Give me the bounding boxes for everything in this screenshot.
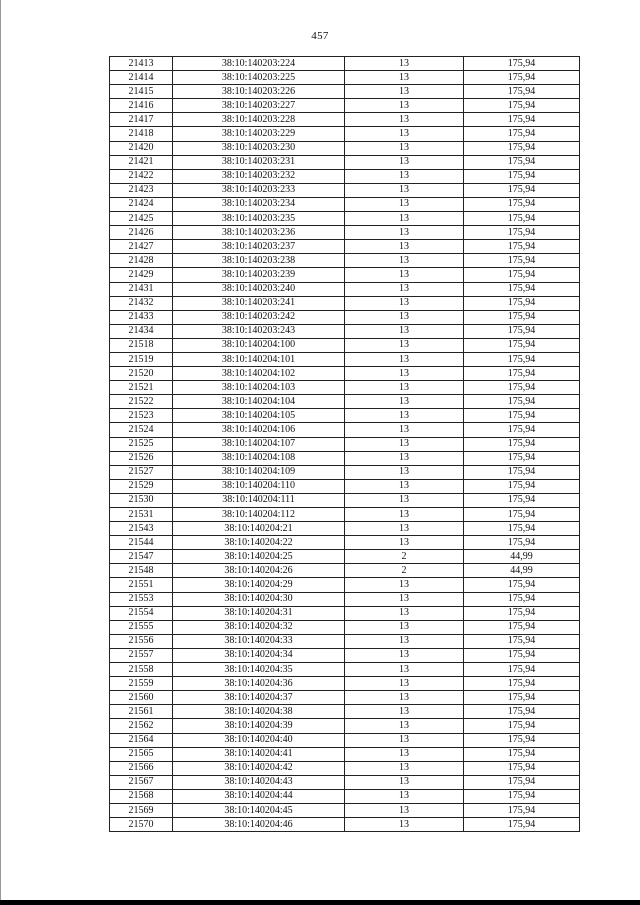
table-row xyxy=(110,465,580,479)
record-number-cell: 21424 xyxy=(110,197,173,211)
cadastral-number-cell: 38:10:140204:105 xyxy=(173,409,345,423)
table-row xyxy=(110,395,580,409)
table-row xyxy=(110,212,580,226)
cadastral-number-cell: 38:10:140204:39 xyxy=(173,719,345,733)
area-cell: 175,94 xyxy=(464,634,580,648)
table-row xyxy=(110,479,580,493)
table-row xyxy=(110,268,580,282)
cadastral-number-cell: 38:10:140204:111 xyxy=(173,493,345,507)
area-cell: 175,94 xyxy=(464,592,580,606)
record-number-cell: 21433 xyxy=(110,310,173,324)
record-number-cell: 21556 xyxy=(110,634,173,648)
area-cell: 175,94 xyxy=(464,733,580,747)
area-cell: 175,94 xyxy=(464,775,580,789)
record-number-cell: 21525 xyxy=(110,437,173,451)
cadastral-number-cell: 38:10:140203:232 xyxy=(173,169,345,183)
record-number-cell: 21553 xyxy=(110,592,173,606)
table-row xyxy=(110,677,580,691)
area-cell: 175,94 xyxy=(464,155,580,169)
share-cell: 13 xyxy=(345,620,464,634)
cadastral-number-cell: 38:10:140204:109 xyxy=(173,465,345,479)
cadastral-number-cell: 38:10:140204:26 xyxy=(173,564,345,578)
table-row xyxy=(110,620,580,634)
area-cell: 175,94 xyxy=(464,183,580,197)
record-number-cell: 21427 xyxy=(110,240,173,254)
table-row xyxy=(110,113,580,127)
record-number-cell: 21559 xyxy=(110,677,173,691)
share-cell: 13 xyxy=(345,592,464,606)
table-row xyxy=(110,634,580,648)
table-row xyxy=(110,691,580,705)
table-row xyxy=(110,141,580,155)
area-cell: 44,99 xyxy=(464,564,580,578)
record-number-cell: 21413 xyxy=(110,57,173,71)
table-row xyxy=(110,57,580,71)
cadastral-number-cell: 38:10:140204:100 xyxy=(173,338,345,352)
cadastral-number-cell: 38:10:140203:241 xyxy=(173,296,345,310)
area-cell: 175,94 xyxy=(464,197,580,211)
area-cell: 175,94 xyxy=(464,465,580,479)
cadastral-number-cell: 38:10:140204:107 xyxy=(173,437,345,451)
share-cell: 13 xyxy=(345,409,464,423)
area-cell: 175,94 xyxy=(464,789,580,803)
record-number-cell: 21560 xyxy=(110,691,173,705)
share-cell: 13 xyxy=(345,367,464,381)
record-number-cell: 21547 xyxy=(110,550,173,564)
record-number-cell: 21422 xyxy=(110,169,173,183)
share-cell: 13 xyxy=(345,71,464,85)
record-number-cell: 21530 xyxy=(110,493,173,507)
share-cell: 13 xyxy=(345,663,464,677)
table-row xyxy=(110,564,580,578)
cadastral-number-cell: 38:10:140204:110 xyxy=(173,479,345,493)
area-cell: 175,94 xyxy=(464,226,580,240)
record-number-cell: 21551 xyxy=(110,578,173,592)
area-cell: 175,94 xyxy=(464,57,580,71)
share-cell: 13 xyxy=(345,578,464,592)
share-cell: 13 xyxy=(345,761,464,775)
area-cell: 175,94 xyxy=(464,324,580,338)
table-row xyxy=(110,226,580,240)
area-cell: 175,94 xyxy=(464,705,580,719)
cadastral-number-cell: 38:10:140204:34 xyxy=(173,648,345,662)
table-row xyxy=(110,663,580,677)
record-number-cell: 21554 xyxy=(110,606,173,620)
record-number-cell: 21561 xyxy=(110,705,173,719)
share-cell: 13 xyxy=(345,212,464,226)
table-row xyxy=(110,705,580,719)
table-row xyxy=(110,254,580,268)
table-row xyxy=(110,409,580,423)
share-cell: 13 xyxy=(345,803,464,817)
cadastral-number-cell: 38:10:140204:33 xyxy=(173,634,345,648)
cadastral-number-cell: 38:10:140204:46 xyxy=(173,818,345,832)
table-row xyxy=(110,423,580,437)
table-row xyxy=(110,508,580,522)
share-cell: 13 xyxy=(345,395,464,409)
record-number-cell: 21566 xyxy=(110,761,173,775)
record-number-cell: 21518 xyxy=(110,338,173,352)
cadastral-number-cell: 38:10:140204:21 xyxy=(173,522,345,536)
share-cell: 13 xyxy=(345,493,464,507)
share-cell: 13 xyxy=(345,818,464,832)
share-cell: 13 xyxy=(345,648,464,662)
share-cell: 13 xyxy=(345,155,464,169)
area-cell: 175,94 xyxy=(464,691,580,705)
table-row xyxy=(110,352,580,366)
share-cell: 13 xyxy=(345,423,464,437)
table-row xyxy=(110,155,580,169)
cadastral-number-cell: 38:10:140204:29 xyxy=(173,578,345,592)
share-cell: 13 xyxy=(345,169,464,183)
record-number-cell: 21431 xyxy=(110,282,173,296)
share-cell: 13 xyxy=(345,113,464,127)
cadastral-number-cell: 38:10:140203:233 xyxy=(173,183,345,197)
record-number-cell: 21526 xyxy=(110,451,173,465)
cadastral-number-cell: 38:10:140204:36 xyxy=(173,677,345,691)
area-cell: 175,94 xyxy=(464,663,580,677)
area-cell: 175,94 xyxy=(464,423,580,437)
record-number-cell: 21567 xyxy=(110,775,173,789)
share-cell: 13 xyxy=(345,606,464,620)
table-row xyxy=(110,183,580,197)
table-row xyxy=(110,197,580,211)
table-row xyxy=(110,381,580,395)
record-number-cell: 21434 xyxy=(110,324,173,338)
record-number-cell: 21423 xyxy=(110,183,173,197)
share-cell: 2 xyxy=(345,550,464,564)
area-cell: 175,94 xyxy=(464,451,580,465)
cadastral-number-cell: 38:10:140203:243 xyxy=(173,324,345,338)
cadastral-number-cell: 38:10:140203:231 xyxy=(173,155,345,169)
share-cell: 13 xyxy=(345,522,464,536)
table-row xyxy=(110,240,580,254)
area-cell: 175,94 xyxy=(464,310,580,324)
cadastral-number-cell: 38:10:140204:40 xyxy=(173,733,345,747)
area-cell: 175,94 xyxy=(464,409,580,423)
share-cell: 13 xyxy=(345,747,464,761)
table-row xyxy=(110,789,580,803)
table-row xyxy=(110,127,580,141)
cadastral-number-cell: 38:10:140204:37 xyxy=(173,691,345,705)
record-number-cell: 21426 xyxy=(110,226,173,240)
cadastral-number-cell: 38:10:140204:106 xyxy=(173,423,345,437)
record-number-cell: 21531 xyxy=(110,508,173,522)
area-cell: 175,94 xyxy=(464,479,580,493)
share-cell: 13 xyxy=(345,310,464,324)
record-number-cell: 21522 xyxy=(110,395,173,409)
record-number-cell: 21562 xyxy=(110,719,173,733)
cadastral-number-cell: 38:10:140204:25 xyxy=(173,550,345,564)
record-number-cell: 21523 xyxy=(110,409,173,423)
cadastral-number-cell: 38:10:140203:242 xyxy=(173,310,345,324)
cadastral-number-cell: 38:10:140203:240 xyxy=(173,282,345,296)
record-number-cell: 21565 xyxy=(110,747,173,761)
share-cell: 13 xyxy=(345,254,464,268)
record-number-cell: 21570 xyxy=(110,818,173,832)
table-row xyxy=(110,451,580,465)
cadastral-number-cell: 38:10:140203:238 xyxy=(173,254,345,268)
scan-edge xyxy=(0,0,1,905)
table-row xyxy=(110,592,580,606)
share-cell: 13 xyxy=(345,99,464,113)
record-number-cell: 21564 xyxy=(110,733,173,747)
table-row xyxy=(110,522,580,536)
share-cell: 13 xyxy=(345,282,464,296)
cadastral-number-cell: 38:10:140204:44 xyxy=(173,789,345,803)
record-number-cell: 21557 xyxy=(110,648,173,662)
table-row xyxy=(110,296,580,310)
cadastral-number-cell: 38:10:140203:228 xyxy=(173,113,345,127)
record-number-cell: 21569 xyxy=(110,803,173,817)
area-cell: 175,94 xyxy=(464,761,580,775)
area-cell: 175,94 xyxy=(464,803,580,817)
table-row xyxy=(110,169,580,183)
cadastral-number-cell: 38:10:140203:239 xyxy=(173,268,345,282)
record-number-cell: 21555 xyxy=(110,620,173,634)
record-number-cell: 21420 xyxy=(110,141,173,155)
cadastral-number-cell: 38:10:140203:230 xyxy=(173,141,345,155)
record-number-cell: 21519 xyxy=(110,352,173,366)
share-cell: 13 xyxy=(345,437,464,451)
share-cell: 13 xyxy=(345,352,464,366)
share-cell: 2 xyxy=(345,564,464,578)
share-cell: 13 xyxy=(345,381,464,395)
area-cell: 175,94 xyxy=(464,99,580,113)
share-cell: 13 xyxy=(345,789,464,803)
cadastral-number-cell: 38:10:140204:42 xyxy=(173,761,345,775)
share-cell: 13 xyxy=(345,705,464,719)
area-cell: 175,94 xyxy=(464,296,580,310)
cadastral-number-cell: 38:10:140204:45 xyxy=(173,803,345,817)
cadastral-number-cell: 38:10:140204:103 xyxy=(173,381,345,395)
land-registry-table xyxy=(109,56,580,832)
record-number-cell: 21425 xyxy=(110,212,173,226)
cadastral-number-cell: 38:10:140203:236 xyxy=(173,226,345,240)
share-cell: 13 xyxy=(345,240,464,254)
table-row xyxy=(110,803,580,817)
share-cell: 13 xyxy=(345,634,464,648)
cadastral-number-cell: 38:10:140204:22 xyxy=(173,536,345,550)
area-cell: 175,94 xyxy=(464,395,580,409)
table-row xyxy=(110,493,580,507)
cadastral-number-cell: 38:10:140203:224 xyxy=(173,57,345,71)
record-number-cell: 21428 xyxy=(110,254,173,268)
area-cell: 175,94 xyxy=(464,677,580,691)
record-number-cell: 21527 xyxy=(110,465,173,479)
share-cell: 13 xyxy=(345,85,464,99)
cadastral-number-cell: 38:10:140204:101 xyxy=(173,352,345,366)
area-cell: 175,94 xyxy=(464,212,580,226)
area-cell: 175,94 xyxy=(464,536,580,550)
record-number-cell: 21414 xyxy=(110,71,173,85)
record-number-cell: 21524 xyxy=(110,423,173,437)
table-body xyxy=(110,57,580,832)
area-cell: 175,94 xyxy=(464,85,580,99)
cadastral-number-cell: 38:10:140204:38 xyxy=(173,705,345,719)
cadastral-number-cell: 38:10:140203:226 xyxy=(173,85,345,99)
record-number-cell: 21521 xyxy=(110,381,173,395)
area-cell: 175,94 xyxy=(464,240,580,254)
table-row xyxy=(110,648,580,662)
table-row xyxy=(110,818,580,832)
area-cell: 175,94 xyxy=(464,818,580,832)
table-row xyxy=(110,437,580,451)
cadastral-number-cell: 38:10:140203:237 xyxy=(173,240,345,254)
share-cell: 13 xyxy=(345,465,464,479)
share-cell: 13 xyxy=(345,324,464,338)
area-cell: 175,94 xyxy=(464,352,580,366)
share-cell: 13 xyxy=(345,775,464,789)
area-cell: 175,94 xyxy=(464,367,580,381)
share-cell: 13 xyxy=(345,296,464,310)
cadastral-number-cell: 38:10:140203:234 xyxy=(173,197,345,211)
area-cell: 175,94 xyxy=(464,169,580,183)
record-number-cell: 21417 xyxy=(110,113,173,127)
record-number-cell: 21568 xyxy=(110,789,173,803)
area-cell: 175,94 xyxy=(464,254,580,268)
share-cell: 13 xyxy=(345,338,464,352)
share-cell: 13 xyxy=(345,733,464,747)
table-row xyxy=(110,761,580,775)
area-cell: 175,94 xyxy=(464,493,580,507)
area-cell: 175,94 xyxy=(464,268,580,282)
cadastral-number-cell: 38:10:140204:43 xyxy=(173,775,345,789)
cadastral-number-cell: 38:10:140204:108 xyxy=(173,451,345,465)
share-cell: 13 xyxy=(345,691,464,705)
record-number-cell: 21529 xyxy=(110,479,173,493)
share-cell: 13 xyxy=(345,508,464,522)
area-cell: 175,94 xyxy=(464,747,580,761)
share-cell: 13 xyxy=(345,183,464,197)
record-number-cell: 21421 xyxy=(110,155,173,169)
page-number: 457 xyxy=(311,30,329,42)
area-cell: 175,94 xyxy=(464,522,580,536)
share-cell: 13 xyxy=(345,451,464,465)
cadastral-number-cell: 38:10:140204:41 xyxy=(173,747,345,761)
area-cell: 175,94 xyxy=(464,127,580,141)
table-row xyxy=(110,747,580,761)
area-cell: 175,94 xyxy=(464,338,580,352)
record-number-cell: 21415 xyxy=(110,85,173,99)
area-cell: 175,94 xyxy=(464,71,580,85)
cadastral-number-cell: 38:10:140203:235 xyxy=(173,212,345,226)
area-cell: 175,94 xyxy=(464,620,580,634)
record-number-cell: 21543 xyxy=(110,522,173,536)
cadastral-number-cell: 38:10:140204:32 xyxy=(173,620,345,634)
share-cell: 13 xyxy=(345,127,464,141)
table-row xyxy=(110,338,580,352)
share-cell: 13 xyxy=(345,226,464,240)
cadastral-number-cell: 38:10:140204:102 xyxy=(173,367,345,381)
table-row xyxy=(110,606,580,620)
area-cell: 175,94 xyxy=(464,437,580,451)
area-cell: 44,99 xyxy=(464,550,580,564)
cadastral-number-cell: 38:10:140203:229 xyxy=(173,127,345,141)
cadastral-number-cell: 38:10:140204:112 xyxy=(173,508,345,522)
cadastral-number-cell: 38:10:140204:31 xyxy=(173,606,345,620)
share-cell: 13 xyxy=(345,57,464,71)
share-cell: 13 xyxy=(345,677,464,691)
record-number-cell: 21548 xyxy=(110,564,173,578)
share-cell: 13 xyxy=(345,141,464,155)
record-number-cell: 21432 xyxy=(110,296,173,310)
cadastral-number-cell: 38:10:140203:227 xyxy=(173,99,345,113)
table-row xyxy=(110,324,580,338)
area-cell: 175,94 xyxy=(464,508,580,522)
table-row xyxy=(110,310,580,324)
record-number-cell: 21418 xyxy=(110,127,173,141)
table-row xyxy=(110,550,580,564)
area-cell: 175,94 xyxy=(464,141,580,155)
record-number-cell: 21520 xyxy=(110,367,173,381)
area-cell: 175,94 xyxy=(464,648,580,662)
record-number-cell: 21544 xyxy=(110,536,173,550)
cadastral-number-cell: 38:10:140204:35 xyxy=(173,663,345,677)
area-cell: 175,94 xyxy=(464,606,580,620)
table-row xyxy=(110,71,580,85)
table-row xyxy=(110,775,580,789)
table-row xyxy=(110,282,580,296)
area-cell: 175,94 xyxy=(464,113,580,127)
table-row xyxy=(110,85,580,99)
table-row xyxy=(110,367,580,381)
record-number-cell: 21416 xyxy=(110,99,173,113)
area-cell: 175,94 xyxy=(464,282,580,296)
area-cell: 175,94 xyxy=(464,719,580,733)
table-row xyxy=(110,578,580,592)
area-cell: 175,94 xyxy=(464,578,580,592)
table-row xyxy=(110,733,580,747)
cadastral-number-cell: 38:10:140204:30 xyxy=(173,592,345,606)
cadastral-number-cell: 38:10:140204:104 xyxy=(173,395,345,409)
share-cell: 13 xyxy=(345,197,464,211)
table-row xyxy=(110,719,580,733)
cadastral-number-cell: 38:10:140203:225 xyxy=(173,71,345,85)
share-cell: 13 xyxy=(345,479,464,493)
record-number-cell: 21429 xyxy=(110,268,173,282)
share-cell: 13 xyxy=(345,536,464,550)
scan-bottom-edge xyxy=(0,900,640,905)
table-row xyxy=(110,99,580,113)
record-number-cell: 21558 xyxy=(110,663,173,677)
share-cell: 13 xyxy=(345,719,464,733)
area-cell: 175,94 xyxy=(464,381,580,395)
share-cell: 13 xyxy=(345,268,464,282)
table-row xyxy=(110,536,580,550)
